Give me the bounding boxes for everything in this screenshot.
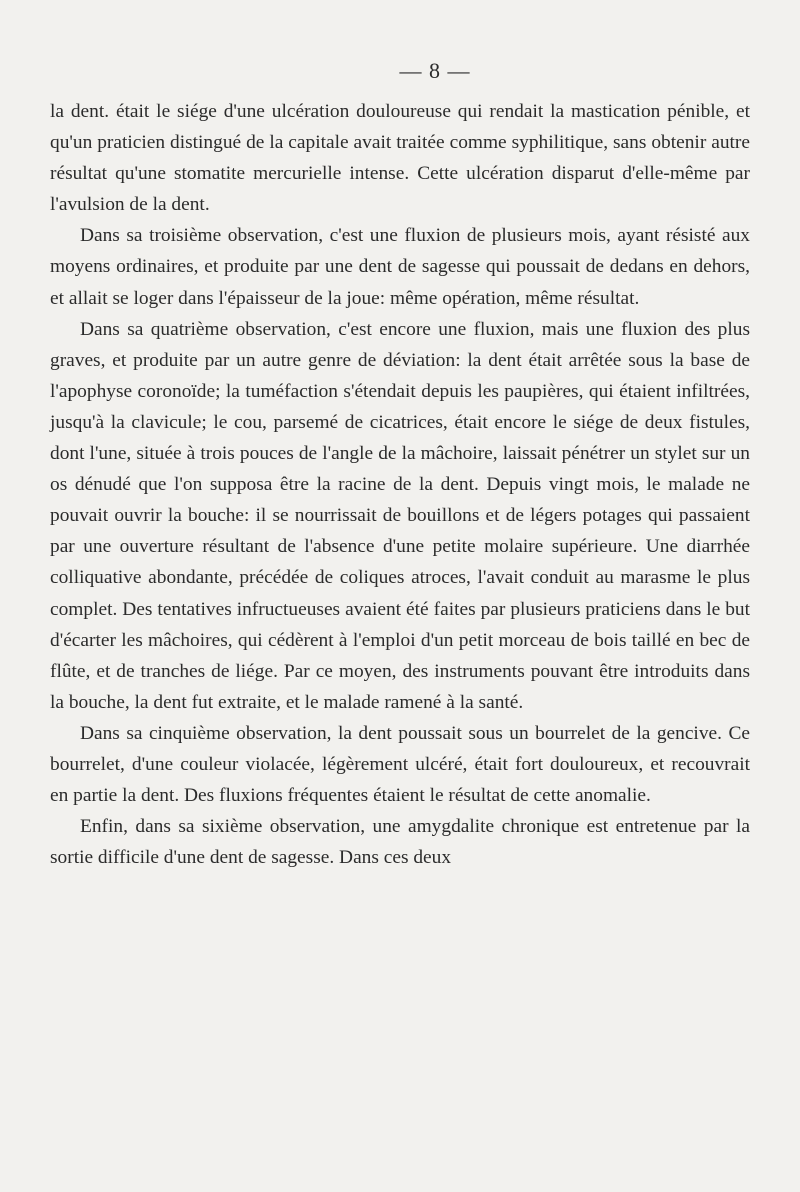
- paragraph-fourth-observation: Dans sa quatrième observation, c'est encore une fluxion, mais une fluxion des plus graves, et produite par un autre genre de déviation: la dent était arrêtée sous la base de l'apophyse coronoïde; la tuméfaction s'étendait depuis les paupières, qui étaient infiltrées, jusqu'à la clavicule; le cou, parsemé de cicatrices, était encore le siége de deux fistules, dont l'une, située à trois pouces de l'angle de la mâchoire, laissait pénétrer un stylet sur un os dénudé que l'on supposa être la racine de la dent. Depuis vingt mois, le malade ne pouvait ouvrir la bouche: il se nourrissait de bouillons et de légers potages qui passaient par une ouverture résultant de l'absence d'une petite molaire supérieure. Une diarrhée colliquative abondante, précédée de coliques atroces, l'avait conduit au marasme le plus complet. Des tentatives infructueuses avaient été faites par plusieurs praticiens dans le but d'écarter les mâchoires, qui cédèrent à l'emploi d'un petit morceau de bois taillé en bec de flûte, et de tranches de liége. Par ce moyen, des instruments pouvant être introduits dans la bouche, la dent fut extraite, et le malade ramené à la santé.: [50, 318, 750, 713]
- body-text: [50, 96, 750, 873]
- paragraph-fifth-observation: Dans sa cinquième observation, la dent poussait sous un bourrelet de la gencive. Ce bourrelet, d'une couleur violacée, légèrement ulcéré, était fort douloureux, et recouvrait en partie la dent. Des fluxions fréquentes étaient le résultat de cette anomalie.: [50, 722, 750, 807]
- paragraph-sixth-observation: Enfin, dans sa sixième observation, une amygdalite chronique est entretenue par la sortie difficile d'une dent de sagesse. Dans ces deux: [50, 816, 750, 869]
- paragraph-third-observation: Dans sa troisième observation, c'est une fluxion de plusieurs mois, ayant résisté aux moyens ordinaires, et produite par une dent de sagesse qui poussait de dedans en dehors, et allait se loger dans l'épaisseur de la joue: même opération, même résultat.: [50, 225, 750, 309]
- document-page: [50, 58, 750, 873]
- page-number: — 8 —: [399, 58, 471, 83]
- paragraph-continuation: la dent. était le siége d'une ulcération douloureuse qui rendait la mastication pénible, et qu'un praticien distingué de la capitale avait traitée comme syphilitique, sans obtenir autre résultat qu'une stomatite mercurielle intense. Cette ulcération disparut d'elle-même par l'avulsion de la dent.: [50, 101, 750, 216]
